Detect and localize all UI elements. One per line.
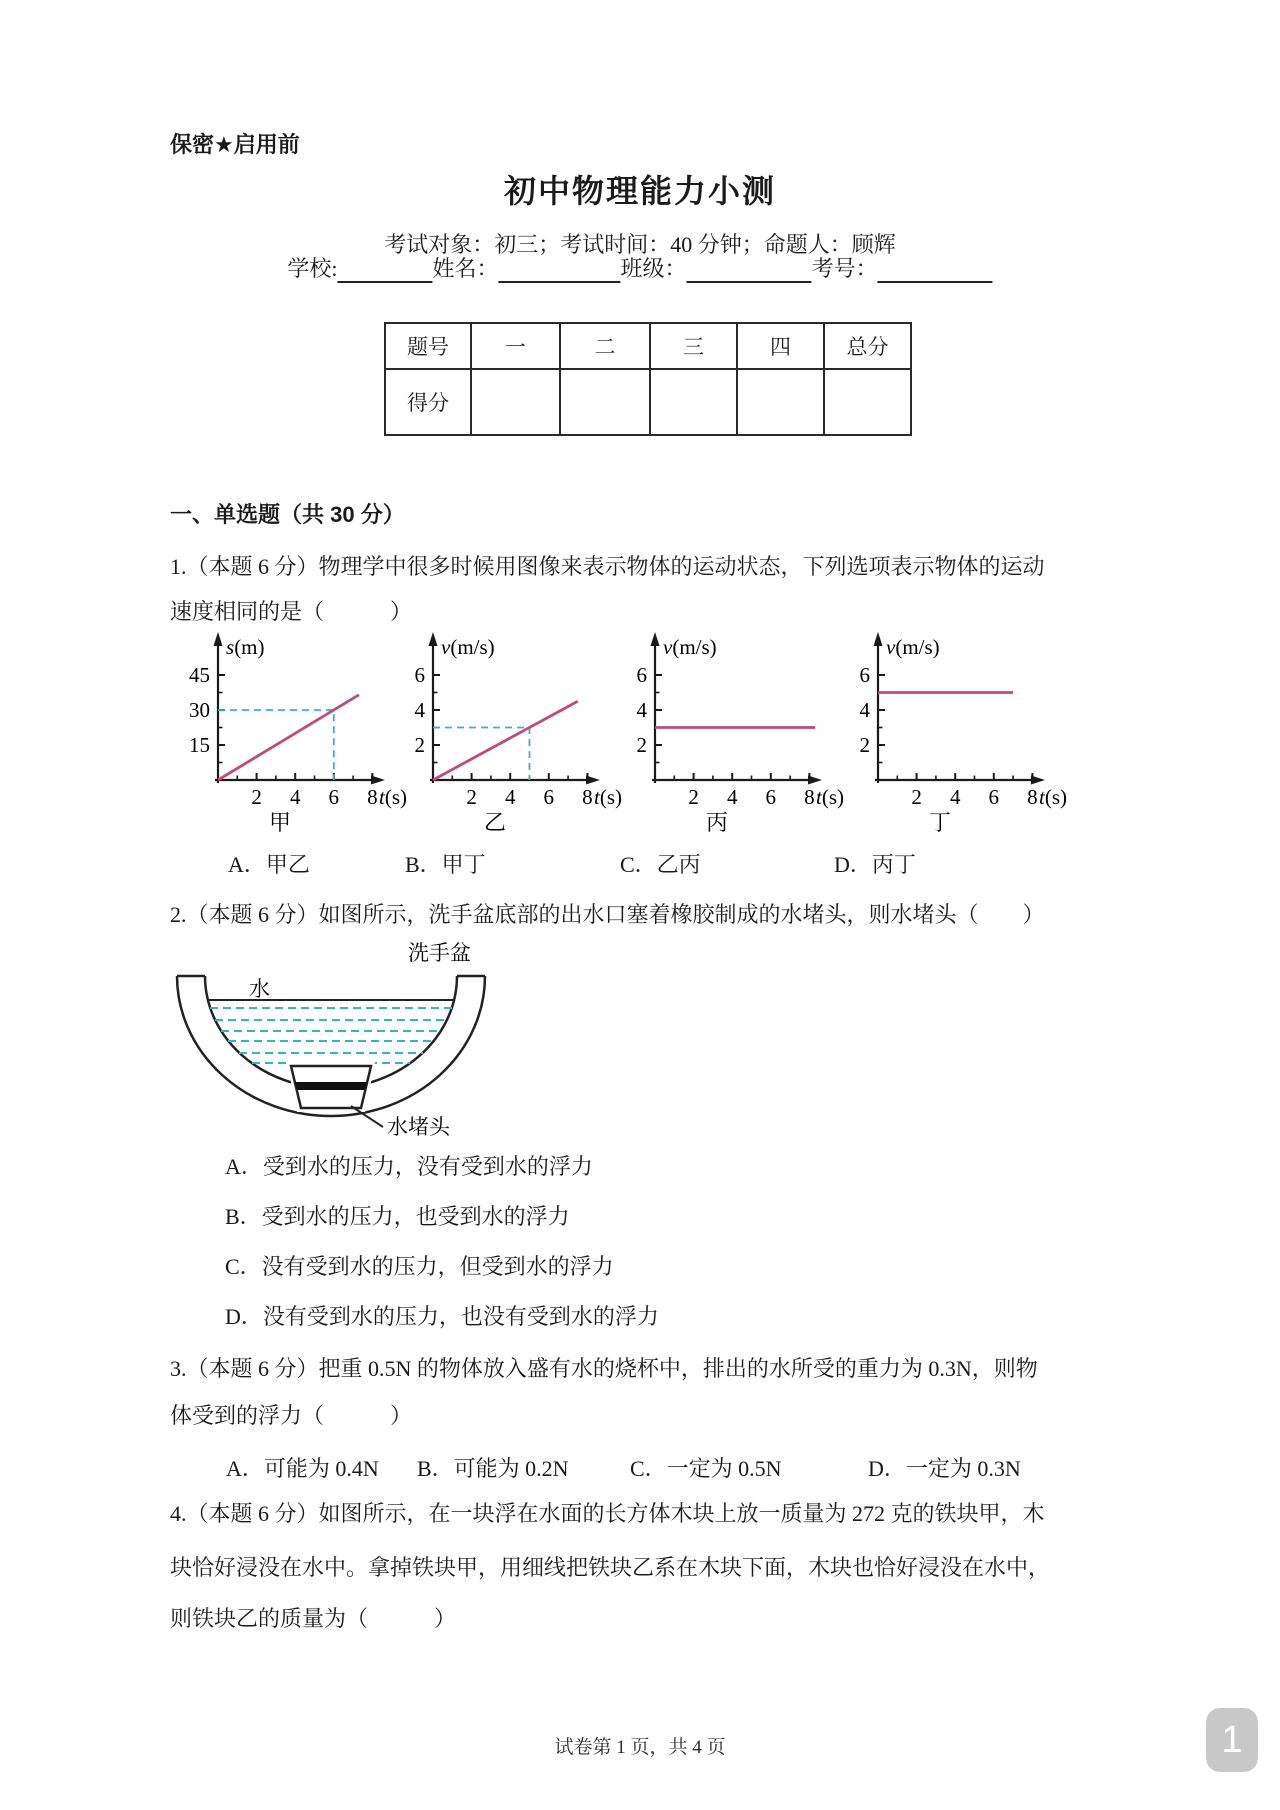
student-field-label-0: 学校:	[287, 256, 338, 281]
svg-text:2: 2	[414, 733, 425, 757]
svg-text:4: 4	[859, 698, 870, 722]
student-field-blank-3	[878, 257, 993, 283]
svg-text:4: 4	[504, 785, 516, 809]
basin-label: 洗手盆	[408, 941, 471, 965]
student-field-label-3: 考号：	[811, 256, 878, 281]
q4-text-line1: 4.（本题 6 分）如图所示，在一块浮在水面的长方体木块上放一质量为 272 克的铁块甲，木	[170, 1501, 1045, 1526]
graph-丙	[620, 630, 854, 838]
q3opts-option-B: B．可能为 0.2N	[417, 1456, 569, 1481]
svg-text:4: 4	[414, 698, 425, 722]
q1opts-option-B: B．甲丁	[405, 852, 486, 877]
student-field-blank-1	[499, 257, 621, 283]
score-cell-4	[824, 369, 911, 435]
graph-caption-丁: 丁	[928, 810, 952, 835]
water-label: 水	[249, 977, 270, 1001]
svg-text:30: 30	[189, 698, 210, 722]
water-dashed-lines	[210, 1008, 452, 1063]
svg-text:2: 2	[859, 733, 870, 757]
q2-washbasin-figure	[165, 936, 510, 1151]
graph-caption-丙: 丙	[705, 810, 729, 835]
svg-text:2: 2	[636, 733, 647, 757]
section-heading: 一、单选题（共 30 分）	[170, 502, 405, 527]
q2-option-D: D．没有受到水的压力，也没有受到水的浮力	[225, 1304, 659, 1329]
plug-label: 水堵头	[387, 1115, 450, 1139]
q2-option-C: C．没有受到水的压力，但受到水的浮力	[225, 1254, 614, 1279]
student-field-blank-0	[338, 257, 433, 283]
page-footer-text: 试卷第 1 页，共 4 页	[554, 1737, 726, 1758]
q1opts-option-A: A．甲乙	[228, 852, 310, 877]
svg-text:4: 4	[289, 785, 301, 809]
svg-text:45: 45	[189, 663, 210, 687]
q2-option-B: B．受到水的压力，也受到水的浮力	[225, 1204, 570, 1229]
svg-text:s(m): s(m)	[226, 635, 265, 659]
q3opts-option-D: D．一定为 0.3N	[868, 1456, 1021, 1481]
svg-text:t(s): t(s)	[379, 785, 408, 809]
score-table-header-0: 题号	[385, 323, 471, 369]
exam-info-line: 考试对象：初三；考试时间：40 分钟；命题人：顾辉	[384, 232, 896, 257]
q4-text-line3: 则铁块乙的质量为（ ）	[170, 1606, 457, 1631]
svg-text:2: 2	[911, 785, 922, 809]
student-field-label-1: 姓名：	[432, 256, 499, 281]
svg-text:6: 6	[636, 663, 647, 687]
svg-text:t(s): t(s)	[594, 785, 623, 809]
score-cell-2	[650, 369, 737, 435]
score-table-header-5: 总分	[824, 323, 911, 369]
svg-text:v(m/s): v(m/s)	[886, 635, 940, 659]
svg-text:2: 2	[251, 785, 262, 809]
svg-text:v(m/s): v(m/s)	[441, 635, 495, 659]
svg-text:8: 8	[367, 785, 378, 809]
svg-text:6: 6	[765, 785, 777, 809]
svg-text:8: 8	[804, 785, 815, 809]
confidential-notice: 保密★启用前	[170, 132, 300, 157]
score-table	[384, 322, 912, 436]
score-cell-3	[737, 369, 824, 435]
q3-text-line2: 体受到的浮力（ ）	[170, 1403, 413, 1428]
svg-text:t(s): t(s)	[816, 785, 845, 809]
student-info-fields	[287, 252, 992, 283]
svg-text:2: 2	[466, 785, 477, 809]
svg-text:2: 2	[688, 785, 699, 809]
svg-text:6: 6	[414, 663, 425, 687]
plug-rubber-band	[295, 1082, 367, 1090]
graph-乙	[398, 630, 632, 838]
score-cell-1	[560, 369, 650, 435]
q2-text: 2.（本题 6 分）如图所示，洗手盆底部的出水口塞着橡胶制成的水堵头，则水堵头（ ）	[170, 902, 1045, 927]
q4-text-line2: 块恰好浸没在水中。拿掉铁块甲，用细线把铁块乙系在木块下面，木块也恰好浸没在水中，	[170, 1555, 1051, 1580]
score-table-header-2: 二	[560, 323, 650, 369]
svg-text:6: 6	[543, 785, 555, 809]
svg-text:15: 15	[189, 733, 210, 757]
exam-title: 初中物理能力小测	[503, 173, 776, 209]
score-table-header-1: 一	[471, 323, 560, 369]
svg-text:8: 8	[582, 785, 593, 809]
svg-text:v(m/s): v(m/s)	[663, 635, 717, 659]
q2-option-A: A．受到水的压力，没有受到水的浮力	[225, 1154, 593, 1179]
svg-text:t(s): t(s)	[1039, 785, 1068, 809]
score-row-label: 得分	[385, 369, 471, 435]
graph-甲	[183, 630, 417, 838]
q3-text-line1: 3.（本题 6 分）把重 0.5N 的物体放入盛有水的烧杯中，排出的水所受的重力为 0.3N，则物	[170, 1356, 1038, 1381]
q1-text-line1: 1.（本题 6 分）物理学中很多时候用图像来表示物体的运动状态，下列选项表示物体的运动	[170, 554, 1045, 579]
graph-caption-甲: 甲	[268, 810, 292, 835]
svg-text:8: 8	[1027, 785, 1038, 809]
q3opts-option-A: A．可能为 0.4N	[226, 1456, 379, 1481]
graph-丁	[843, 630, 1077, 838]
svg-text:6: 6	[859, 663, 870, 687]
svg-text:4: 4	[949, 785, 961, 809]
svg-text:6: 6	[328, 785, 340, 809]
q1-text-line2: 速度相同的是（ ）	[170, 599, 413, 624]
score-table-header-3: 三	[650, 323, 737, 369]
svg-text:4: 4	[726, 785, 738, 809]
page-number-badge: 1	[1206, 1708, 1258, 1772]
graph-caption-乙: 乙	[483, 810, 507, 835]
q3opts-option-C: C．一定为 0.5N	[630, 1456, 782, 1481]
score-cell-0	[471, 369, 560, 435]
score-table-header-4: 四	[737, 323, 824, 369]
student-field-blank-2	[687, 257, 812, 283]
student-field-label-2: 班级：	[620, 256, 687, 281]
q1opts-option-C: C．乙丙	[620, 852, 701, 877]
q1opts-option-D: D．丙丁	[834, 852, 916, 877]
svg-text:6: 6	[988, 785, 1000, 809]
svg-text:4: 4	[636, 698, 647, 722]
